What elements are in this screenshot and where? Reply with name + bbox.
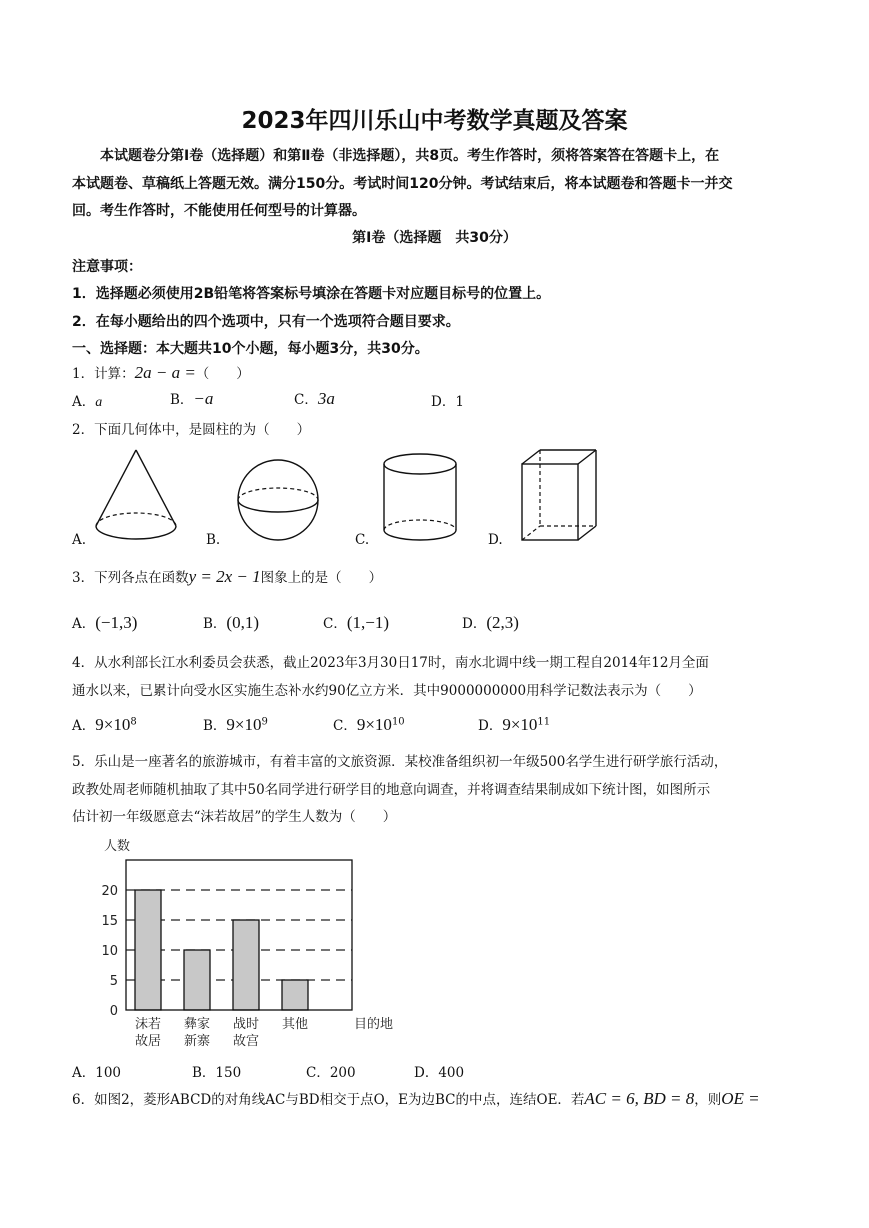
question-2: 2．下面几何体中，是圆柱的为（ ） — [72, 422, 311, 438]
exam-intro — [72, 143, 802, 226]
x-tick-label: 沫若 — [134, 1017, 162, 1032]
option-a: A．100 — [72, 1065, 122, 1081]
notes-heading: 注意事项： — [72, 259, 142, 275]
question-3: 3．下列各点在函数y = 2x − 1图象上的是（ ） — [72, 567, 383, 586]
option-a: A．a — [72, 394, 103, 410]
option-d: D．1 — [431, 394, 464, 410]
section-header: 第Ⅰ卷（选择题 共30分） — [352, 230, 517, 246]
option-b-label: B. — [206, 532, 221, 548]
bar — [135, 890, 161, 1010]
x-axis-label: 目的地 — [354, 1017, 394, 1032]
intro-line: 回。考生作答时，不能使用任何型号的计算器。 — [72, 203, 366, 219]
y-tick-label: 10 — [101, 944, 118, 959]
option-a: A．$9\times 10^8$ — [72, 715, 137, 734]
math-expression: 2a − a = — [134, 363, 196, 382]
intro-line: 本试题卷、草稿纸上答题无效。满分150分。考试时间120分钟。考试结束后，将本试题卷和答题卡一并交 — [72, 175, 733, 192]
page-title: 2023年四川乐山中考数学真题及答案 — [241, 108, 628, 134]
option-b: B．$9\times 10^9$ — [203, 715, 268, 734]
math-expression: OE = — [721, 1089, 760, 1108]
option-d: D．(2,3) — [462, 613, 519, 632]
option-c: C．3a — [294, 389, 335, 408]
x-tick-label: 战时 — [232, 1017, 260, 1032]
option-c-label: C. — [355, 532, 370, 548]
x-tick-label: 其他 — [281, 1017, 309, 1032]
question-1 — [72, 362, 250, 383]
y-tick-label: 20 — [101, 884, 118, 899]
bar — [282, 980, 308, 1010]
option-d: D．400 — [414, 1065, 465, 1081]
option-b: B．−a — [170, 389, 214, 408]
bar-chart — [80, 832, 420, 1052]
part-header: 一、选择题：本大题共10个小题，每小题3分，共30分。 — [72, 341, 429, 357]
cylinder-icon — [382, 452, 462, 544]
option-c: C．200 — [306, 1065, 356, 1081]
y-tick-label: 5 — [109, 974, 118, 989]
option-c: C．(1,−1) — [323, 613, 390, 632]
question-5-line: 估计初一年级愿意去“沫若故居”的学生人数为（ ） — [72, 809, 397, 825]
notes-item: 2．在每小题给出的四个选项中，只有一个选项符合题目要求。 — [72, 314, 460, 330]
option-a: A．(−1,3) — [72, 613, 138, 632]
x-tick-label: 故宫 — [232, 1034, 260, 1049]
sphere-icon — [236, 458, 320, 542]
y-tick-label: 0 — [109, 1004, 118, 1019]
cube-icon — [520, 448, 600, 544]
question-4-line: 通水以来，已累计向受水区实施生态补水约90亿立方米．其中9000000000用科学记数法表示为（ ） — [72, 683, 702, 699]
option-b: B．(0,1) — [203, 613, 259, 632]
option-a-label: A. — [72, 532, 87, 548]
y-axis-label: 人数 — [104, 839, 131, 854]
bar — [184, 950, 210, 1010]
cone-icon — [92, 448, 182, 543]
x-tick-label: 彝家 — [183, 1017, 211, 1032]
y-tick-label: 15 — [101, 914, 118, 929]
question-4-line: 4．从水利部长江水利委员会获悉，截止2023年3月30日17时，南水北调中线一期工程自2014年12月全面 — [72, 655, 709, 671]
x-tick-label: 新寨 — [183, 1034, 211, 1049]
question-prefix: 1．计算： — [72, 366, 135, 382]
option-d: D．$9\times 10^{11}$ — [478, 715, 551, 734]
question-5-line: 5．乐山是一座著名的旅游城市，有着丰富的文旅资源．某校准备组织初一年级500名学生进行研学旅行活动， — [72, 754, 728, 770]
math-expression: AC = 6, BD = 8 — [584, 1089, 695, 1108]
bar — [233, 920, 259, 1010]
x-tick-label: 故居 — [134, 1034, 162, 1049]
option-d-label: D. — [488, 532, 503, 548]
intro-line: 本试题卷分第Ⅰ卷（选择题）和第Ⅱ卷（非选择题），共8页。考生作答时，须将答案答在答题卡上，在 — [100, 148, 720, 164]
math-expression: y = 2x − 1 — [188, 567, 261, 586]
answer-bracket: （ ） — [195, 366, 250, 382]
question-5-line: 政教处周老师随机抽取了其中50名同学进行研学目的地意向调查，并将调查结果制成如下统计图，如图所示 — [72, 782, 711, 798]
option-b: B．150 — [192, 1065, 242, 1081]
option-c: C．$9\times 10^{10}$ — [333, 715, 405, 734]
notes-item: 1．选择题必须使用2B铅笔将答案标号填涂在答题卡对应题目标号的位置上。 — [72, 286, 551, 302]
question-6: 6．如图2，菱形ABCD的对角线AC与BD相交于点O，E为边BC的中点，连结OE．若AC = 6, BD = 8，则OE = — [72, 1089, 760, 1108]
